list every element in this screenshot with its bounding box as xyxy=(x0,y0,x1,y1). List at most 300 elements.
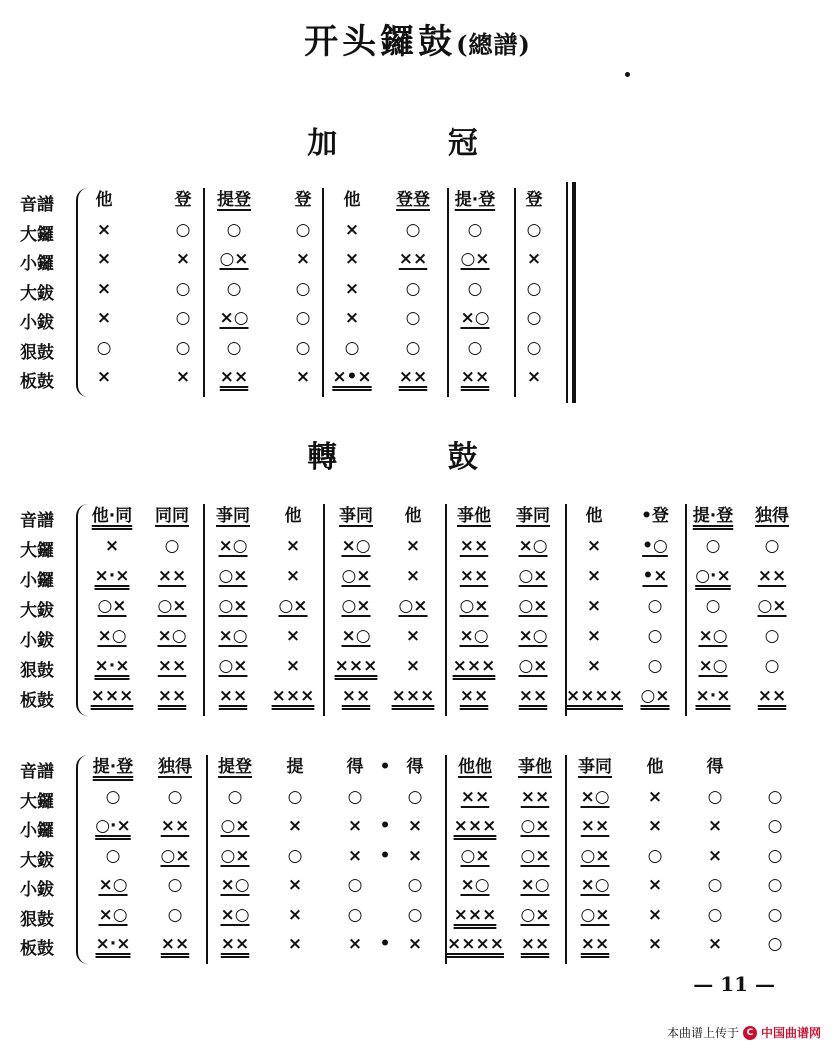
score-cell xyxy=(324,247,380,271)
notation-stroke: × xyxy=(285,626,301,646)
score-cell xyxy=(267,785,323,809)
score-cell xyxy=(685,624,741,648)
score-cell xyxy=(265,684,321,708)
score-cell xyxy=(205,654,261,678)
notation-stroke: ○ xyxy=(405,308,421,328)
score-cell xyxy=(327,903,383,927)
score-cell xyxy=(147,903,203,927)
notation-stroke: ○·× xyxy=(695,566,731,586)
notation-stroke: • xyxy=(379,816,391,836)
notation-stroke: ×× xyxy=(459,536,489,556)
notation-syllable: 登登 xyxy=(396,190,430,210)
row-label: 大鑼 xyxy=(20,224,54,245)
notation-stroke: ○× xyxy=(341,566,371,586)
notation-stroke: ×·× xyxy=(695,686,731,706)
notation-stroke: ○ xyxy=(407,904,423,925)
score-cell xyxy=(506,336,562,360)
notation-stroke: ○ xyxy=(295,219,311,240)
notation-stroke: ○× xyxy=(219,249,249,269)
notation-stroke: ○ xyxy=(405,278,421,299)
notation-stroke: ×○ xyxy=(518,626,548,646)
notation-stroke: ○·× xyxy=(95,816,131,836)
score-cell xyxy=(328,564,384,588)
score-cell xyxy=(147,873,203,897)
notation-stroke: ○ xyxy=(167,875,183,895)
notation-stroke: • xyxy=(379,845,391,866)
notation-stroke: ○ xyxy=(164,536,180,556)
notation-stroke: ×× xyxy=(520,934,550,954)
notation-syllable: 提·登 xyxy=(92,757,134,777)
notation-stroke: ○ xyxy=(295,337,311,358)
notation-stroke: × xyxy=(586,626,602,646)
notation-stroke: ×○ xyxy=(518,536,548,556)
notation-stroke: ○ xyxy=(767,786,783,807)
site-logo-icon: C xyxy=(743,1026,757,1040)
notation-stroke: ×× xyxy=(218,686,248,706)
notation-syllable: 提登 xyxy=(217,190,251,210)
score-title xyxy=(0,14,835,63)
notation-stroke: ○× xyxy=(640,686,670,706)
notation-stroke: ○ xyxy=(526,337,542,358)
notation-stroke: ×○ xyxy=(98,904,128,925)
notation-stroke: ○ xyxy=(175,337,191,358)
score-cell xyxy=(685,594,741,618)
score-cell xyxy=(685,504,741,528)
notation-stroke: ○ xyxy=(167,786,183,807)
score-cell xyxy=(207,814,263,838)
notation-stroke: •× xyxy=(642,566,668,586)
score-cell xyxy=(385,624,441,648)
score-cell xyxy=(85,844,141,868)
score-cell xyxy=(744,684,800,708)
notation-stroke: ○× xyxy=(398,596,428,616)
notation-stroke: ×·× xyxy=(95,934,131,954)
score-cell xyxy=(265,594,321,618)
notation-stroke: ○ xyxy=(767,845,783,866)
score-cell xyxy=(275,336,331,360)
notation-stroke: ×○ xyxy=(520,875,550,895)
score-cell xyxy=(747,785,803,809)
score-cell xyxy=(506,188,562,212)
notation-syllable: 亊同 xyxy=(216,506,250,526)
score-cell xyxy=(747,932,803,956)
notation-syllable: 亊同 xyxy=(339,506,373,526)
notation-stroke: ××× xyxy=(271,686,315,706)
score-cell xyxy=(147,814,203,838)
notation-stroke: ×× xyxy=(518,686,548,706)
notation-stroke: × xyxy=(405,536,421,556)
notation-stroke: × xyxy=(707,934,723,954)
notation-stroke: ×○ xyxy=(341,626,371,646)
notation-syllable: 他 xyxy=(404,506,422,526)
score-cell xyxy=(385,188,441,212)
score-cell xyxy=(385,684,441,708)
notation-stroke: ○ xyxy=(647,656,663,676)
notation-stroke: ○ xyxy=(167,904,183,925)
score-cell xyxy=(447,903,503,927)
notation-syllable: 提 xyxy=(286,757,304,777)
notation-stroke: ×× xyxy=(757,566,787,586)
notation-stroke: ○ xyxy=(526,219,542,240)
score-cell xyxy=(627,594,683,618)
score-cell xyxy=(76,306,132,330)
score-cell xyxy=(567,755,623,779)
final-bar-line xyxy=(566,182,568,403)
score-cell xyxy=(687,903,743,927)
notation-stroke: × xyxy=(707,845,723,866)
bar-line xyxy=(323,504,325,716)
notation-stroke: × xyxy=(347,934,363,954)
score-cell xyxy=(507,814,563,838)
score-cell xyxy=(567,844,623,868)
score-cell xyxy=(685,534,741,558)
notation-syllable: 得 xyxy=(346,757,364,777)
notation-stroke: ○× xyxy=(220,845,250,866)
notation-stroke: ×× xyxy=(757,686,787,706)
notation-stroke: ×○ xyxy=(157,626,187,646)
notation-stroke: × xyxy=(647,875,663,895)
score-cell xyxy=(747,844,803,868)
score-cell xyxy=(324,336,380,360)
score-cell xyxy=(265,504,321,528)
notation-stroke: ○× xyxy=(580,904,610,925)
notation-stroke: × xyxy=(104,536,120,556)
score-cell xyxy=(84,504,140,528)
notation-syllable: 亊同 xyxy=(516,506,550,526)
score-cell xyxy=(385,336,441,360)
score-cell xyxy=(747,814,803,838)
score-cell xyxy=(206,188,262,212)
notation-stroke: ○ xyxy=(287,845,303,866)
score-cell xyxy=(265,534,321,558)
notation-syllable: 登 xyxy=(525,190,543,210)
notation-syllable: 亊同 xyxy=(578,757,612,777)
notation-stroke: × xyxy=(295,367,311,387)
notation-syllable: 登 xyxy=(294,190,312,210)
notation-stroke: × xyxy=(347,816,363,836)
score-cell xyxy=(747,903,803,927)
score-cell xyxy=(265,624,321,648)
notation-stroke: ××× xyxy=(334,656,378,676)
score-cell xyxy=(267,844,323,868)
notation-stroke: ×× xyxy=(157,566,187,586)
score-cell xyxy=(506,247,562,271)
notation-stroke: ○× xyxy=(520,816,550,836)
score-cell xyxy=(506,306,562,330)
notation-stroke: ○ xyxy=(767,816,783,836)
notation-stroke: ○ xyxy=(707,875,723,895)
notation-stroke: ×○ xyxy=(459,626,489,646)
notation-stroke: × xyxy=(707,816,723,836)
score-cell xyxy=(627,844,683,868)
notation-stroke: ×○ xyxy=(220,875,250,895)
notation-stroke: ×× xyxy=(157,686,187,706)
score-cell xyxy=(447,247,503,271)
score-cell xyxy=(567,785,623,809)
score-cell xyxy=(446,654,502,678)
score-cell xyxy=(207,844,263,868)
score-cell xyxy=(205,624,261,648)
notation-syllable: 提·登 xyxy=(692,506,734,526)
notation-stroke: ×× xyxy=(219,367,249,387)
notation-stroke: ××× xyxy=(453,816,497,836)
notation-stroke: ○× xyxy=(160,845,190,866)
notation-stroke: × xyxy=(285,536,301,556)
score-cell xyxy=(627,624,683,648)
score-cell xyxy=(447,336,503,360)
score-cell xyxy=(385,277,441,301)
notation-stroke: ○ xyxy=(407,786,423,807)
notation-stroke: • xyxy=(379,934,391,954)
notation-syllable: 独得 xyxy=(158,757,192,777)
score-cell xyxy=(627,873,683,897)
score-cell xyxy=(85,932,141,956)
score-cell xyxy=(507,932,563,956)
notation-stroke: ○ xyxy=(526,308,542,328)
score-cell xyxy=(267,873,323,897)
score-cell xyxy=(387,903,443,927)
score-cell xyxy=(207,755,263,779)
score-cell xyxy=(328,684,384,708)
score-cell xyxy=(267,932,323,956)
score-cell xyxy=(275,306,331,330)
notation-stroke: × xyxy=(96,367,112,387)
score-cell xyxy=(275,365,331,389)
score-cell xyxy=(385,306,441,330)
notation-syllable: • xyxy=(379,757,391,777)
notation-stroke: × xyxy=(586,536,602,556)
score-cell xyxy=(505,654,561,678)
score-cell xyxy=(205,504,261,528)
notation-stroke: × xyxy=(295,249,311,269)
score-cell xyxy=(505,564,561,588)
notation-stroke: × xyxy=(347,845,363,866)
score-cell xyxy=(506,218,562,242)
score-cell xyxy=(155,277,211,301)
score-cell xyxy=(627,534,683,558)
score-cell xyxy=(447,188,503,212)
score-cell xyxy=(76,336,132,360)
score-cell xyxy=(566,624,622,648)
notation-stroke: ○ xyxy=(96,337,112,358)
row-label: 大鈸 xyxy=(20,283,54,304)
score-cell xyxy=(567,932,623,956)
notation-syllable: 他 xyxy=(95,190,113,210)
notation-syllable: 提登 xyxy=(218,757,252,777)
score-cell xyxy=(385,594,441,618)
score-cell xyxy=(387,844,443,868)
notation-stroke: ○× xyxy=(278,596,308,616)
score-cell xyxy=(447,218,503,242)
score-cell xyxy=(84,564,140,588)
score-cell xyxy=(155,365,211,389)
score-cell xyxy=(328,534,384,558)
score-cell xyxy=(328,624,384,648)
score-cell xyxy=(324,277,380,301)
score-cell xyxy=(265,654,321,678)
notation-stroke: ○ xyxy=(707,904,723,925)
score-cell xyxy=(155,218,211,242)
score-cell xyxy=(447,844,503,868)
score-cell xyxy=(76,277,132,301)
score-cell xyxy=(85,785,141,809)
notation-syllable: 独得 xyxy=(755,506,789,526)
score-cell xyxy=(567,873,623,897)
score-cell xyxy=(627,684,683,708)
score-cell xyxy=(744,534,800,558)
notation-stroke: ×○ xyxy=(97,626,127,646)
notation-stroke: ×○ xyxy=(698,656,728,676)
notation-stroke: × xyxy=(344,219,360,240)
score-cell xyxy=(144,504,200,528)
notation-stroke: ○× xyxy=(459,596,489,616)
notation-stroke: × xyxy=(647,816,663,836)
notation-stroke: ○ xyxy=(175,278,191,299)
notation-stroke: ○ xyxy=(764,536,780,556)
score-cell xyxy=(627,504,683,528)
notation-stroke: × xyxy=(287,875,303,895)
score-cell xyxy=(687,932,743,956)
score-cell xyxy=(206,306,262,330)
score-cell xyxy=(507,873,563,897)
notation-stroke: ×○ xyxy=(341,536,371,556)
row-label: 狠鼓 xyxy=(20,661,54,681)
notation-syllable: 他 xyxy=(646,757,664,777)
notation-stroke: ○× xyxy=(218,656,248,676)
notation-stroke: ○× xyxy=(341,596,371,616)
notation-stroke: ×× xyxy=(580,816,610,836)
score-cell xyxy=(507,844,563,868)
notation-stroke: ○ xyxy=(407,875,423,895)
score-cell xyxy=(206,365,262,389)
notation-stroke: ○× xyxy=(218,596,248,616)
score-cell xyxy=(447,365,503,389)
notation-stroke: ○ xyxy=(295,308,311,328)
notation-stroke: × xyxy=(586,656,602,676)
notation-stroke: × xyxy=(405,566,421,586)
score-cell xyxy=(505,594,561,618)
score-cell xyxy=(267,755,323,779)
score-cell xyxy=(566,564,622,588)
notation-stroke: × xyxy=(405,656,421,676)
notation-stroke: ×○ xyxy=(218,536,248,556)
notation-stroke: ○ xyxy=(347,904,363,925)
notation-stroke: ○× xyxy=(520,845,550,866)
score-cell xyxy=(144,684,200,708)
score-cell xyxy=(385,534,441,558)
page-number: — 11 — xyxy=(693,972,775,996)
footer-text: 本曲谱上传于 xyxy=(666,1026,739,1040)
notation-stroke: ○ xyxy=(405,219,421,240)
score-cell xyxy=(744,624,800,648)
notation-stroke: ○× xyxy=(580,845,610,866)
score-cell xyxy=(627,755,683,779)
notation-stroke: ×○ xyxy=(460,308,490,328)
notation-stroke: × xyxy=(287,816,303,836)
title-main: 开头鑼鼓 xyxy=(304,22,457,62)
score-cell xyxy=(328,654,384,678)
score-cell xyxy=(387,785,443,809)
notation-stroke: ○× xyxy=(518,596,548,616)
score-cell xyxy=(84,624,140,648)
notation-stroke: ○× xyxy=(460,845,490,866)
notation-stroke: ○ xyxy=(105,845,121,866)
score-cell xyxy=(505,624,561,648)
score-cell xyxy=(566,594,622,618)
notation-stroke: ×○ xyxy=(698,626,728,646)
score-cell xyxy=(84,594,140,618)
notation-stroke: ×× xyxy=(520,786,550,807)
notation-stroke: ×× xyxy=(460,367,490,387)
notation-stroke: ×× xyxy=(459,686,489,706)
notation-stroke: ×× xyxy=(341,686,371,706)
section-heading-zhuangu: 轉 鼓 xyxy=(307,440,528,475)
score-cell xyxy=(744,654,800,678)
score-cell xyxy=(275,188,331,212)
score-cell xyxy=(687,873,743,897)
notation-stroke: ○ xyxy=(647,845,663,866)
score-cell xyxy=(687,785,743,809)
score-cell xyxy=(144,624,200,648)
score-cell xyxy=(566,534,622,558)
notation-stroke: ○ xyxy=(227,786,243,807)
row-label: 狠鼓 xyxy=(20,909,54,930)
score-cell xyxy=(385,504,441,528)
row-label: 音譜 xyxy=(20,195,54,215)
score-cell xyxy=(447,306,503,330)
notation-stroke: ○ xyxy=(767,934,783,954)
notation-stroke: × xyxy=(407,845,423,866)
score-cell xyxy=(207,903,263,927)
score-cell xyxy=(144,654,200,678)
score-cell xyxy=(155,306,211,330)
score-cell xyxy=(627,932,683,956)
notation-stroke: ○ xyxy=(105,786,121,807)
notation-syllable: 得 xyxy=(706,757,724,777)
notation-stroke: ×○ xyxy=(580,786,610,807)
notation-stroke: × xyxy=(405,626,421,646)
score-cell xyxy=(385,365,441,389)
score-cell xyxy=(387,932,443,956)
row-label: 狠鼓 xyxy=(20,342,54,363)
notation-stroke: × xyxy=(344,308,360,328)
notation-stroke: ○× xyxy=(518,566,548,586)
score-cell xyxy=(207,785,263,809)
notation-stroke: ○× xyxy=(97,596,127,616)
score-cell xyxy=(747,873,803,897)
notation-stroke: ××× xyxy=(391,686,435,706)
notation-stroke: ×× xyxy=(160,934,190,954)
notation-stroke: ○ xyxy=(226,278,242,299)
score-cell xyxy=(685,564,741,588)
score-cell xyxy=(205,564,261,588)
notation-stroke: ×× xyxy=(220,934,250,954)
notation-stroke: ○ xyxy=(707,786,723,807)
notation-stroke: ×××× xyxy=(447,934,504,954)
score-cell xyxy=(507,785,563,809)
notation-stroke: ××× xyxy=(452,656,496,676)
notation-stroke: ○× xyxy=(518,656,548,676)
score-cell xyxy=(505,684,561,708)
notation-stroke: × xyxy=(647,904,663,925)
notation-stroke: ○ xyxy=(764,656,780,676)
notation-stroke: ×○ xyxy=(460,875,490,895)
notation-stroke: ××× xyxy=(90,686,134,706)
notation-stroke: × xyxy=(96,249,112,269)
score-cell xyxy=(76,365,132,389)
score-cell xyxy=(507,755,563,779)
score-cell xyxy=(446,684,502,708)
